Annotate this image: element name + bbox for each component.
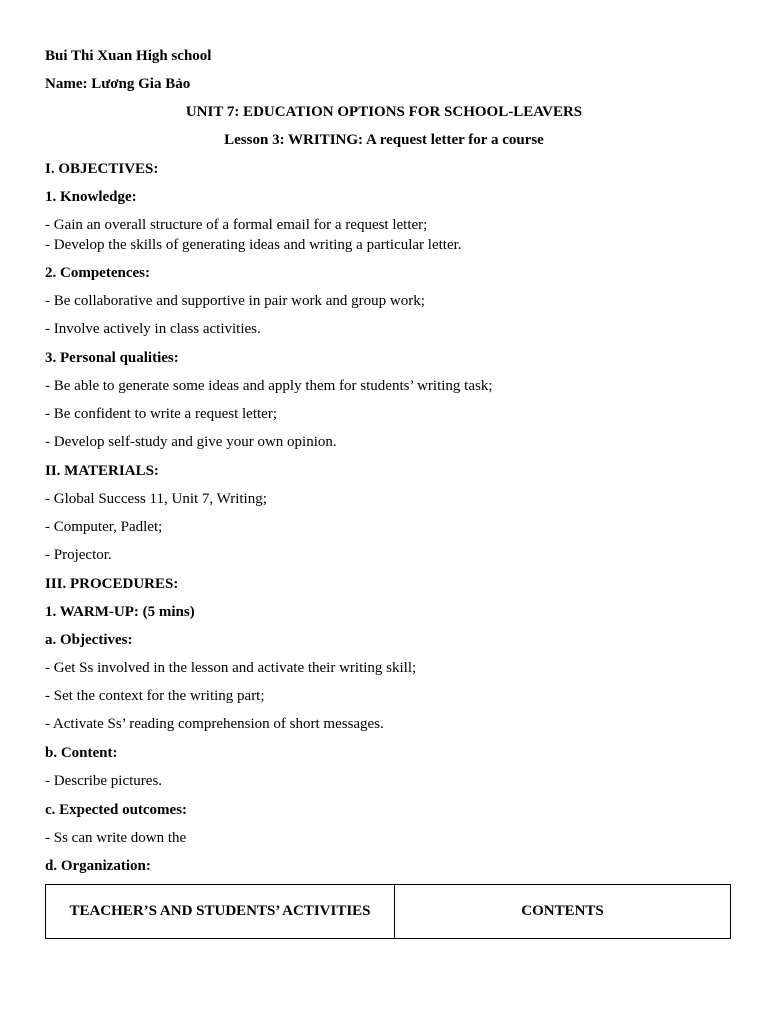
warmup-objectives-item: - Activate Ss’ reading comprehension of short messages. xyxy=(45,716,384,732)
student-name: Name: Lương Gia Bảo xyxy=(45,76,191,92)
warmup-objectives-item: - Get Ss involved in the lesson and activate their writing skill; xyxy=(45,660,417,676)
knowledge-item: - Gain an overall structure of a formal email for a request letter; xyxy=(45,217,428,233)
materials-item: - Computer, Padlet; xyxy=(45,519,163,535)
competences-heading: 2. Competences: xyxy=(45,265,150,281)
table-header-activities: TEACHER’S AND STUDENTS’ ACTIVITIES xyxy=(46,885,395,939)
outcomes-item: - Ss can write down the xyxy=(45,830,187,846)
content-heading: b. Content: xyxy=(45,745,118,761)
objectives-heading: I. OBJECTIVES: xyxy=(45,161,159,177)
materials-item: - Projector. xyxy=(45,547,112,563)
qualities-item: - Develop self-study and give your own opinion. xyxy=(45,434,337,450)
unit-title: UNIT 7: EDUCATION OPTIONS FOR SCHOOL-LEAVERS xyxy=(185,104,583,120)
warmup-objectives-item: - Set the context for the writing part; xyxy=(45,688,265,704)
competences-item: - Be collaborative and supportive in pair work and group work; xyxy=(45,293,425,309)
content-item: - Describe pictures. xyxy=(45,773,163,789)
warmup-objectives-heading: a. Objectives: xyxy=(45,632,133,648)
qualities-item: - Be confident to write a request letter; xyxy=(45,406,277,422)
knowledge-heading: 1. Knowledge: xyxy=(45,189,137,205)
warmup-heading: 1. WARM-UP: (5 mins) xyxy=(45,604,195,620)
lesson-title: Lesson 3: WRITING: A request letter for a course xyxy=(224,132,544,148)
organization-table xyxy=(45,884,731,939)
table-header-row xyxy=(46,885,731,939)
procedures-heading: III. PROCEDURES: xyxy=(45,576,179,592)
outcomes-heading: c. Expected outcomes: xyxy=(45,802,188,818)
organization-heading: d. Organization: xyxy=(45,858,151,874)
materials-item: - Global Success 11, Unit 7, Writing; xyxy=(45,491,267,507)
qualities-heading: 3. Personal qualities: xyxy=(45,350,179,366)
table-header-contents: CONTENTS xyxy=(395,885,731,939)
school-name: Bui Thi Xuan High school xyxy=(45,48,212,64)
competences-item: - Involve actively in class activities. xyxy=(45,321,261,337)
knowledge-item: - Develop the skills of generating ideas and writing a particular letter. xyxy=(45,237,462,253)
qualities-item: - Be able to generate some ideas and apply them for students’ writing task; xyxy=(45,378,493,394)
materials-heading: II. MATERIALS: xyxy=(45,463,159,479)
